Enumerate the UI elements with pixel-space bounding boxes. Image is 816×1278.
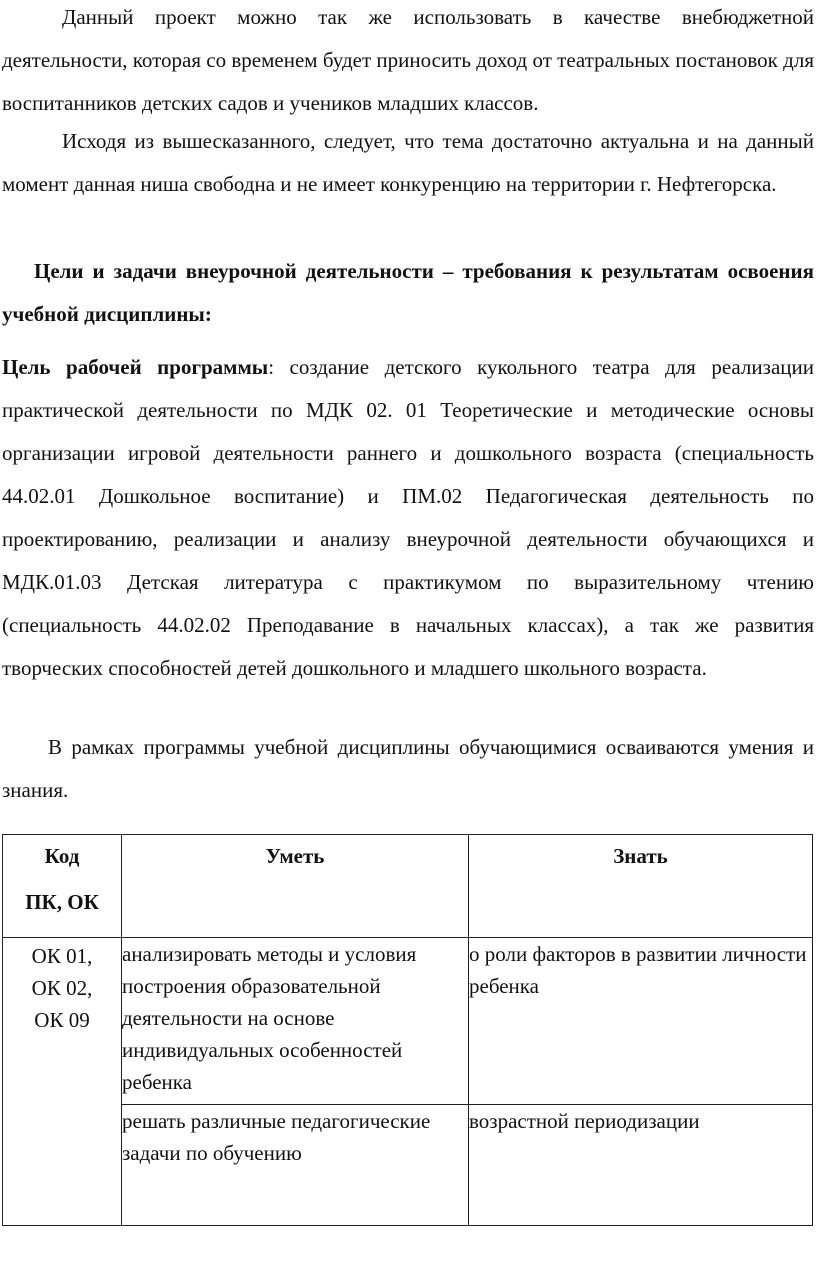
header-know: [469, 835, 813, 938]
paragraph-goal: [2, 346, 814, 690]
paragraph-extrabudget: Данный проект можно так же использовать в качестве внебюджетной деятельности, которая со временем будет приносить доход от театральных постановок для воспитанников детских садов и учеников младших классов.: [2, 5, 814, 115]
code-cell: [3, 938, 122, 1226]
know-cell: о роли факторов в развитии личности ребенка: [469, 938, 813, 1105]
goal-label: Цель рабочей программы: [2, 355, 269, 379]
paragraph-skills-intro: В рамках программы учебной дисциплины обучающимися осваиваются умения и знания.: [2, 735, 814, 802]
header-code: [3, 835, 122, 938]
code-item: ОК 02,: [31, 976, 93, 1000]
know-cell: возрастной периодизации: [469, 1105, 813, 1226]
code-item: ОК 09: [34, 1008, 90, 1032]
header-can-label: Уметь: [265, 844, 325, 868]
header-can: [122, 835, 469, 938]
section-heading: Цели и задачи внеурочной деятельности – требования к результатам освоения учебной дисциплины:: [2, 259, 814, 326]
paragraph-relevance: Исходя из вышесказанного, следует, что тема достаточно актуальна и на данный момент данная ниша свободна и не имеет конкуренцию на территории г. Нефтегорска.: [2, 129, 814, 196]
header-know-label: Знать: [613, 844, 668, 868]
table-header-row: [3, 835, 813, 938]
skills-table: [2, 834, 813, 1226]
table-row: [3, 938, 813, 1105]
header-code-line2: ПК, ОК: [25, 890, 99, 914]
header-code-line1: Код: [44, 844, 80, 868]
table-row: [3, 1105, 813, 1226]
code-item: ОК 01,: [31, 944, 93, 968]
goal-text: : создание детского кукольного театра для реализации практической деятельности по МДК 02. 01 Теоретические и методические основы организации игровой деятельности раннего и дошкольного возраста (специальность 44.02.01 Дошкольное воспитание) и ПМ.02 Педагогическая деятельность по проектированию, реализации и анализу внеурочной деятельности обучающихся и МДК.01.03 Детская литература с практикумом по выразительному чтению (специальность 44.02.02 Преподавание в начальных классах), а так же развития творческих способностей детей дошкольного и младшего школьного возраста.: [2, 355, 814, 680]
can-cell: решать различные педагогические задачи по обучению: [122, 1105, 469, 1226]
can-cell: анализировать методы и условия построения образовательной деятельности на основе индивидуальных особенностей ребенка: [122, 938, 469, 1105]
